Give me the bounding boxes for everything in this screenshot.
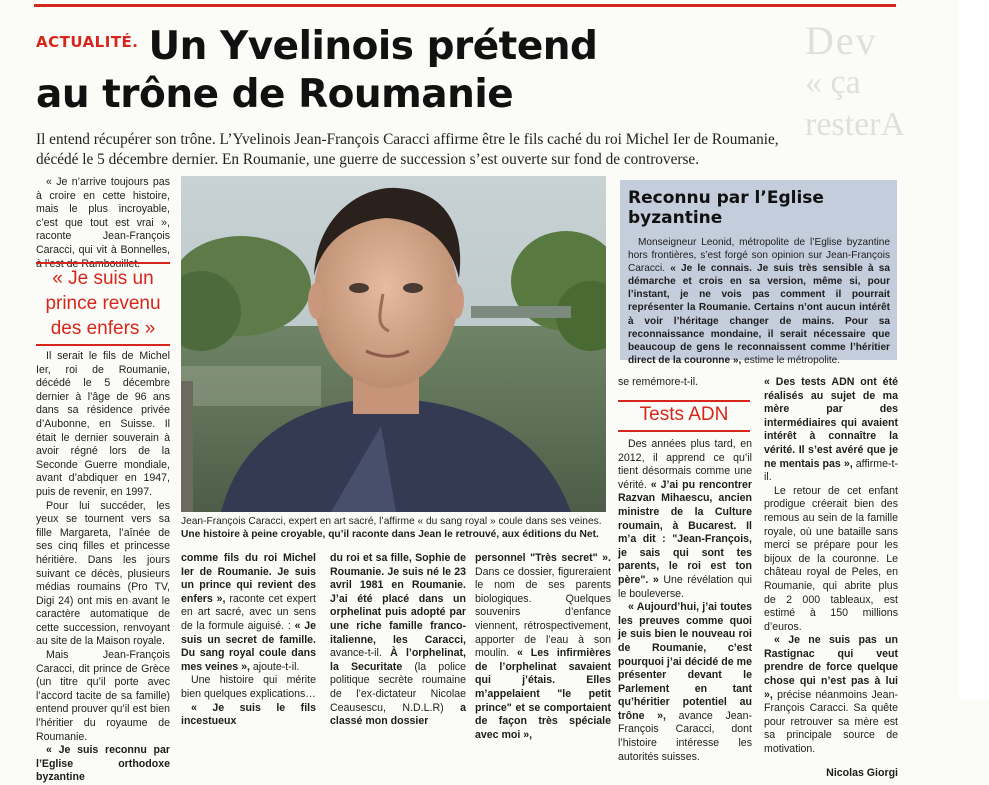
sidebar-box <box>620 180 897 366</box>
intro-paragraph: « Je n’arrive toujours pas à croire en cette histoire, mais le plus incroyable, c’est que tout est vrai », raconte Jean-François Caracci, qui vit à Bonnelles, <box>36 176 170 256</box>
top-rule <box>34 4 896 7</box>
body-paragraph: Pour lui succéder, les yeux se tournent vers sa fille Margareta, l’aînée de ses cinq filles et princesse héritière. Dans les jours suivant ce décès, plusieurs médias roumains (Pro TV, Digi 24) ont mis en avant le caractère automatique de cette succession, renvoyant au site de la Maison royale. <box>36 499 170 648</box>
body-text: ajoute-t-il. <box>249 660 300 673</box>
article-headline <box>36 24 796 118</box>
article-standfirst <box>36 130 904 170</box>
column-4-lead <box>618 376 750 390</box>
section-kicker: ACTUALITÉ. <box>36 32 139 51</box>
subheading-tests-adn <box>618 400 750 427</box>
body-text: précise néanmoins Jean-François Caracci. Sa quête pour retrouver sa mère est sa principale source de motivation. <box>764 688 898 756</box>
photo-caption <box>181 515 613 541</box>
body-text: avance-t-il. <box>330 647 391 660</box>
quote-text: À l’orphelinat, la Securitate <box>330 647 466 673</box>
pull-quote-rule-bottom <box>36 344 170 346</box>
pull-quote-line-1: « Je suis un <box>52 268 154 289</box>
body-text: estime le métropolite. <box>741 354 841 366</box>
sidebar-text <box>628 236 890 367</box>
quote-text: du roi et sa fille, Sophie de Roumanie. Je suis né le 23 avril 1981 en Roumanie. J’ai été placé dans un orphelinat puis adopté par une riche famille franco-italienne, les Caracci, <box>330 552 466 646</box>
body-text: avance Jean-François Caracci, dont l’histoire intéresse les autorités suisses. <box>618 709 752 763</box>
body-text: se remémore-t-il. <box>618 376 699 388</box>
body-text: Une révélation qui le bouleverse. <box>618 573 752 600</box>
column-3 <box>330 552 466 729</box>
portrait-photo <box>181 176 606 512</box>
quote-text: « Les infirmières de l’orphelinat savaient qui j’étais. Elles m’appelaient "le petit prince" et se comportaient de façon très spéciale avec moi », <box>475 647 612 741</box>
subhead-text: Tests ADN <box>639 404 729 425</box>
body-text: affirme-t-il. <box>764 457 898 484</box>
body-paragraph: « Je suis reconnu par l’Eglise orthodoxe byzantine <box>36 744 170 784</box>
quote-paragraph: « Je suis le fils incestueux <box>181 701 316 728</box>
sidebar-title: Reconnu par l’Eglise byzantine <box>628 188 824 228</box>
column-4-body <box>618 438 752 764</box>
standfirst-line-2: décédé le 5 décembre dernier. En Roumanie, une guerre de succession s’est ouverte sur fond de controverse. <box>36 151 700 168</box>
quote-text: « Des tests ADN ont été réalisés au sujet de ma mère par des intermédiaires qui avaient intérêt à connaître la vérité. Il s’est avéré que je ne mentais pas », <box>764 376 898 470</box>
body-paragraph: Une histoire qui mérite bien quelques explications… <box>181 674 316 700</box>
body-text: Monseigneur Leonid, métropolite de l’Eglise byzantine hors frontières, s’est forgé son opinion sur Jean-François Caracci. <box>628 237 890 275</box>
body-text: Des années plus tard, en 2012, il apprend ce qu’il tient désormais comme une vérité. <box>618 438 752 491</box>
body-text: (la police politique secrète roumaine de l’ex-dictateur Nicolae Ceausescu, N.D.L.R) <box>330 660 466 714</box>
column-5 <box>764 376 898 780</box>
portrait-illustration <box>181 176 606 512</box>
pull-quote-line-2: prince revenu <box>45 293 161 314</box>
body-paragraph: Mais Jean-François Caracci, dit prince de Grèce (un titre qu’il porte avec l’accord tacite de sa famille) entend prouver qu’il est bien l’héritier du royaume de Roumanie. <box>36 649 170 743</box>
subhead-rule-top <box>618 400 750 402</box>
body-text: Dans ce dossier, figureraient le nom de ses parents biologiques. Quelques souvenirs d’enfance viennent, rétrospectivement, apporter de l’eau à son moulin. <box>475 565 611 660</box>
standfirst-line-1: Il entend récupérer son trône. L’Yvelinois Jean-François Caracci affirme être le fils caché du roi Michel Ier de Roumanie, <box>36 131 779 148</box>
quote-text: comme fils du roi Michel Ier de Roumanie. Je suis un prince qui revient des enfers », <box>181 552 316 605</box>
column-1-intro <box>36 176 170 271</box>
quote-text: « J’ai pu rencontrer Razvan Mihaescu, ancien ministre de la Culture roumain, à Bucarest. Il m’a dit : "Jean-François, je sais qui sont tes parents, le roi est ton père". » <box>618 478 752 586</box>
headline-line-2: au trône de Roumanie <box>36 71 514 117</box>
headline-line-1: Un Yvelinois prétend <box>148 24 598 69</box>
body-paragraph: Le retour de cet enfant prodigue créerait bien des remous au sein de la famille royale, où une bataille sans merci se prépare pour les bijoux de la couronne. Le château royal de Peles, en Roumanie, qui abrite plus de 2 000 tableaux, est estimé à 150 millions d’euros. <box>764 484 898 633</box>
quote-text: personnel "Très secret" ». <box>475 552 611 564</box>
pull-quote-line-3: des enfers » <box>50 318 156 339</box>
pull-quote-rule-top <box>36 262 170 264</box>
column-1-body <box>36 350 170 785</box>
quote-text: « Aujourd’hui, j’ai toutes les preuves comme quoi je suis bien le nouveau roi de Roumanie, c’est pourquoi j’ai décidé de me présenter devant le Parlement en tant qu’héritier potentiel au trône », <box>618 601 752 722</box>
author-signature: Nicolas Giorgi <box>826 766 898 779</box>
column-4-top <box>475 552 611 742</box>
quote-text: « Je ne suis pas un Rastignac qui veut prendre de force quelque chose qui n’est pas à lui », <box>764 634 898 701</box>
quote-text: « Je le connais. Je suis très sensible à sa démarche et crois en sa version, même si, pour l’instant, je ne vois pas comment il pourrait représenter la Roumanie. Certains n’ont aucun intérêt à voir l’héritage changer de mains. Pour sa reconnaissance mondaine, il serait nécessaire que beaucoup de gens le reconnaissent comme l’héritier direct de la couronne », <box>628 263 891 366</box>
caption-line-2: Une histoire à peine croyable, qu’il raconte dans Jean le retrouvé, aux éditions du Net. <box>181 529 599 540</box>
adjacent-page-bleed: Dev « ça resterA <box>805 20 906 143</box>
quote-text: « Je suis un secret de famille. Du sang royal coule dans mes veines », <box>181 619 317 673</box>
body-text: raconte cet expert en art sacré, avec un sens de la formule aiguisé. : <box>181 592 316 632</box>
quote-text: a classé mon dossier <box>330 701 466 728</box>
pull-quote <box>36 262 170 341</box>
page-margin <box>959 0 989 700</box>
column-2 <box>181 552 316 729</box>
subhead-rule-bottom <box>618 430 750 432</box>
body-paragraph: Il serait le fils de Michel Ier, roi de Roumanie, décédé le 5 décembre dernier à l’âge de 96 ans dans sa résidence privée d’Aubonne, en Suisse. Il était le dernier souverain à avoir régné lors de la Seconde Guerre mondiale, avant d’abdiquer en 1947, puis de revenir, en 1997. <box>36 350 170 498</box>
caption-line-1: Jean-François Caracci, expert en art sacré, l’affirme « du sang royal » coule dans ses veines. <box>181 516 602 527</box>
